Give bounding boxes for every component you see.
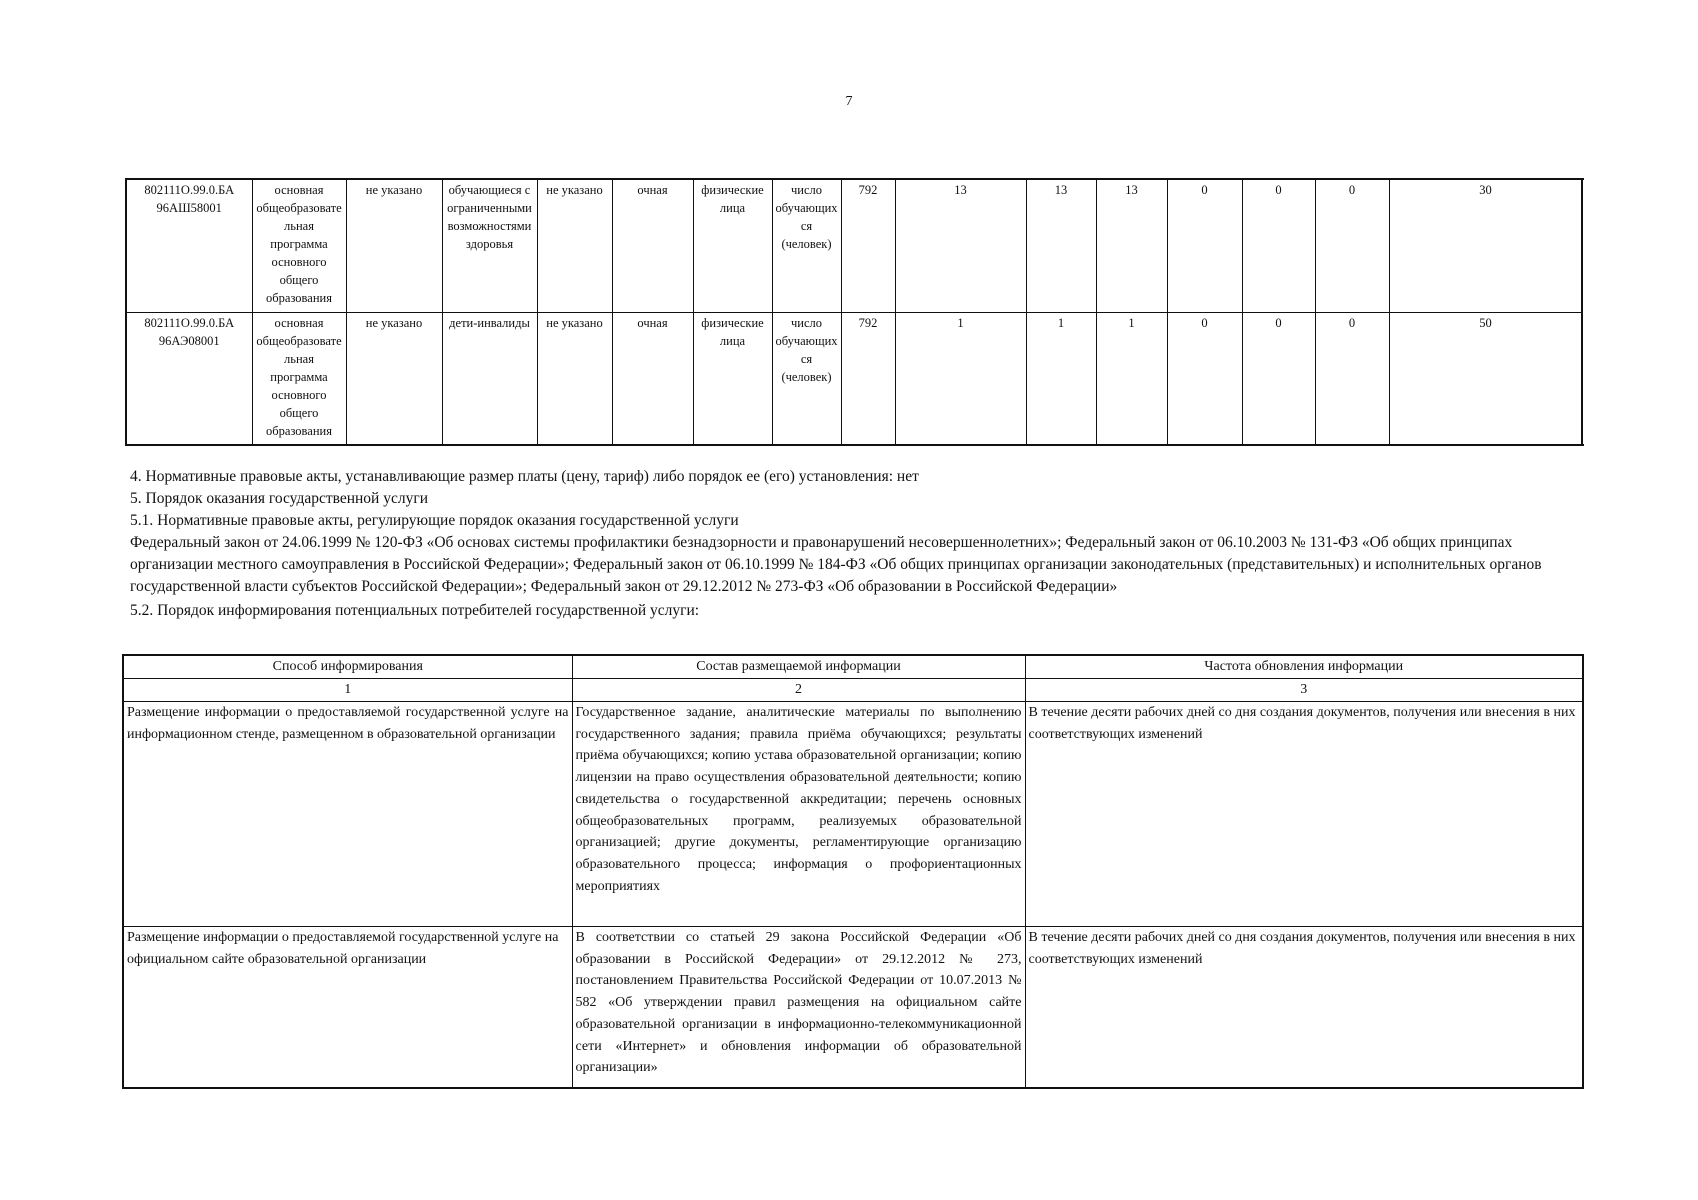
table-row [126,312,1582,445]
student-category: обучающиеся с ограниченными возможностями здоровья [442,179,537,312]
table-row [126,179,1582,312]
information-content: В соответствии со статьей 29 закона Российской Федерации «Об образовании в Российской Федерации» от 29.12.2012 № 273, постановлением Правительства Российской Федерации от 10.07.2013 № 582 «Об утверждении правил размещения на официальном сайте образовательной организации в информационно-телекоммуникационной сети «Интернет» и обновления информации об образовательной организации» [572,927,1025,1089]
column-number: 1 [123,679,572,702]
value-cell: 1 [1096,312,1167,445]
service-code: 802111О.99.0.БА 96АЭ08001 [126,312,252,445]
program-name: основная общеобразовательная программа основного общего образования [252,312,346,445]
column-header: Способ информирования [123,655,572,679]
column-header: Частота обновления информации [1025,655,1583,679]
value-cell: 0 [1242,179,1315,312]
okei-code: 792 [841,179,895,312]
value-cell: 13 [1096,179,1167,312]
value-cell: 1 [1026,312,1096,445]
value-cell: 0 [1315,179,1389,312]
value-cell: 1 [895,312,1026,445]
value-cell: 0 [1167,179,1242,312]
cell-not-specified: не указано [346,312,442,445]
indicator-name: число обучающихся (человек) [772,312,841,445]
column-number-row [123,679,1583,702]
value-cell: 50 [1389,312,1582,445]
text-section [130,466,1580,622]
consumer-category: физические лица [693,179,772,312]
service-volume-table [125,178,1583,446]
value-cell: 0 [1315,312,1389,445]
section-5-heading: 5. Порядок оказания государственной услуги [130,490,428,507]
column-number: 2 [572,679,1025,702]
consumer-category: физические лица [693,312,772,445]
student-category: дети-инвалиды [442,312,537,445]
value-cell: 13 [895,179,1026,312]
column-number: 3 [1025,679,1583,702]
value-cell: 13 [1026,179,1096,312]
update-frequency: В течение десяти рабочих дней со дня создания документов, получения или внесения в них соответствующих изменений [1025,927,1583,1089]
information-content: Государственное задание, аналитические материалы по выполнению государственного задания; правила приёма обучающихся; результаты приёма обучающихся; копию устава образовательной организации; копию лицензии на право осуществления образовательной деятельности; копию свидетельства о государственной аккредитации; перечень основных общеобразовательных программ, реализуемых образовательной организацией; другие документы, регламентирующие организацию образовательного процесса; информация о профориентационных мероприятиях [572,702,1025,927]
informing-table [122,654,1584,1089]
cell-not-specified: не указано [346,179,442,312]
table-row [123,927,1583,1089]
study-form: очная [612,312,693,445]
value-cell: 0 [1242,312,1315,445]
okei-code: 792 [841,312,895,445]
informing-method: Размещение информации о предоставляемой государственной услуге на информационном стенде, размещенном в образовательной организации [123,702,572,927]
informing-method: Размещение информации о предоставляемой государственной услуге на официальном сайте образовательной организации [123,927,572,1089]
table-row [123,702,1583,927]
column-header: Состав размещаемой информации [572,655,1025,679]
service-code: 802111О.99.0.БА 96АШ58001 [126,179,252,312]
program-name: основная общеобразовательная программа основного общего образования [252,179,346,312]
section-4-heading: 4. Нормативные правовые акты, устанавливающие размер платы (цену, тариф) либо порядок ее (его) установления: нет [130,468,919,485]
cell-not-specified: не указано [537,179,612,312]
indicator-name: число обучающихся (человек) [772,179,841,312]
cell-not-specified: не указано [537,312,612,445]
value-cell: 30 [1389,179,1582,312]
table-header-row [123,655,1583,679]
page-number: 7 [845,94,853,109]
study-form: очная [612,179,693,312]
update-frequency: В течение десяти рабочих дней со дня создания документов, получения или внесения в них соответствующих изменений [1025,702,1583,927]
value-cell: 0 [1167,312,1242,445]
section-5-1-heading: 5.1. Нормативные правовые акты, регулирующие порядок оказания государственной услуги [130,512,739,529]
laws-list: Федеральный закон от 24.06.1999 № 120-ФЗ «Об основах системы профилактики безнадзорности и правонарушений несовершеннолетних»; Федеральный закон от 06.10.2003 № 131-ФЗ «Об общих принципах организации местного самоуправления в Российской Федерации»; Федеральный закон от 06.10.1999 № 184-ФЗ «Об общих принципах организации законодательных (представительных) и исполнительных органов государственной власти субъектов Российской Федерации»; Федеральный закон от 29.12.2012 № 273-ФЗ «Об образовании в Российской Федерации» [130,534,1542,595]
section-5-2-heading: 5.2. Порядок информирования потенциальных потребителей государственной услуги: [130,602,700,619]
